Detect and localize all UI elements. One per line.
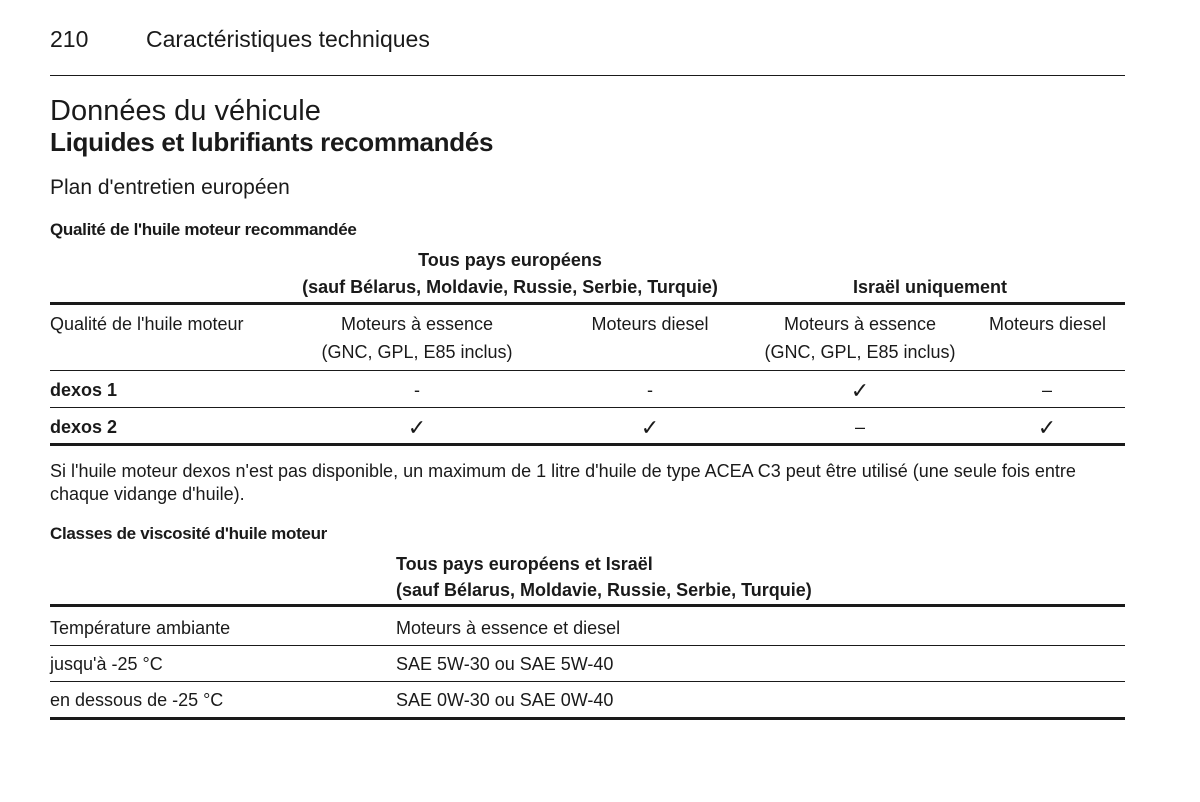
checkmark-icon: ✓ (1037, 415, 1057, 440)
col-header-oil-quality: Qualité de l'huile moteur (50, 314, 244, 334)
viscosity-heading: Classes de viscosité d'huile moteur (50, 524, 327, 543)
col-header-eu-diesel: Moteurs diesel (591, 314, 709, 334)
section-title: Caractéristiques techniques (146, 26, 430, 52)
cell-il-diesel: – (1041, 380, 1052, 400)
section-heading: Plan d'entretien européen (50, 176, 290, 199)
oil-quality-heading: Qualité de l'huile moteur recommandée (50, 220, 357, 239)
checkmark-icon: ✓ (640, 415, 660, 440)
dexos-availability-note: Si l'huile moteur dexos n'est pas disponible, un maximum de 1 litre d'huile de type ACEA C3 peut être utilisé (une seule fois entre chaque vidange d'huile). (50, 461, 1076, 504)
viscosity-group-exclusions: (sauf Bélarus, Moldavie, Russie, Serbie, Turquie) (396, 580, 812, 600)
page-subtitle: Liquides et lubrifiants recommandés (50, 127, 494, 157)
row-divider (50, 407, 1125, 408)
row-divider (50, 681, 1125, 682)
page-title: Données du véhicule (50, 95, 321, 127)
checkmark-icon: ✓ (407, 415, 427, 440)
group-header-europe-exclusions: (sauf Bélarus, Moldavie, Russie, Serbie, Turquie) (302, 277, 718, 297)
cell-eu-diesel: - (647, 380, 653, 400)
table-top-rule (50, 302, 1125, 305)
cell-eu-petrol: - (414, 380, 420, 400)
col-header-il-petrol (740, 310, 980, 366)
page-number: 210 (50, 26, 89, 52)
header-divider (50, 75, 1125, 76)
viscosity-bottom-rule (50, 717, 1125, 720)
table-bottom-rule (50, 443, 1125, 446)
row-divider (50, 645, 1125, 646)
viscosity-top-rule (50, 604, 1125, 607)
cell-temperature: jusqu'à -25 °C (50, 654, 163, 674)
cell-il-petrol: – (854, 417, 865, 437)
col-header-eu-petrol-line2: (GNC, GPL, E85 inclus) (321, 342, 513, 362)
group-header-israel: Israël uniquement (852, 277, 1008, 297)
group-header-europe: Tous pays européens (418, 250, 602, 270)
cell-temperature: en dessous de -25 °C (50, 690, 224, 710)
col-header-il-petrol-line2: (GNC, GPL, E85 inclus) (764, 342, 956, 362)
checkmark-icon: ✓ (850, 378, 870, 403)
viscosity-group-header: Tous pays européens et Israël (396, 554, 653, 574)
row-label: dexos 2 (50, 417, 118, 437)
col-header-temperature: Température ambiante (50, 618, 231, 638)
header-row-rule (50, 370, 1125, 371)
col-header-il-petrol-line1: Moteurs à essence (783, 314, 937, 334)
col-header-eu-petrol (297, 310, 537, 366)
col-header-il-diesel: Moteurs diesel (988, 314, 1107, 334)
col-header-eu-petrol-line1: Moteurs à essence (340, 314, 494, 334)
cell-grade: SAE 5W-30 ou SAE 5W-40 (396, 654, 614, 674)
row-label: dexos 1 (50, 380, 118, 400)
col-header-engines: Moteurs à essence et diesel (396, 618, 621, 638)
cell-grade: SAE 0W-30 ou SAE 0W-40 (396, 690, 614, 710)
